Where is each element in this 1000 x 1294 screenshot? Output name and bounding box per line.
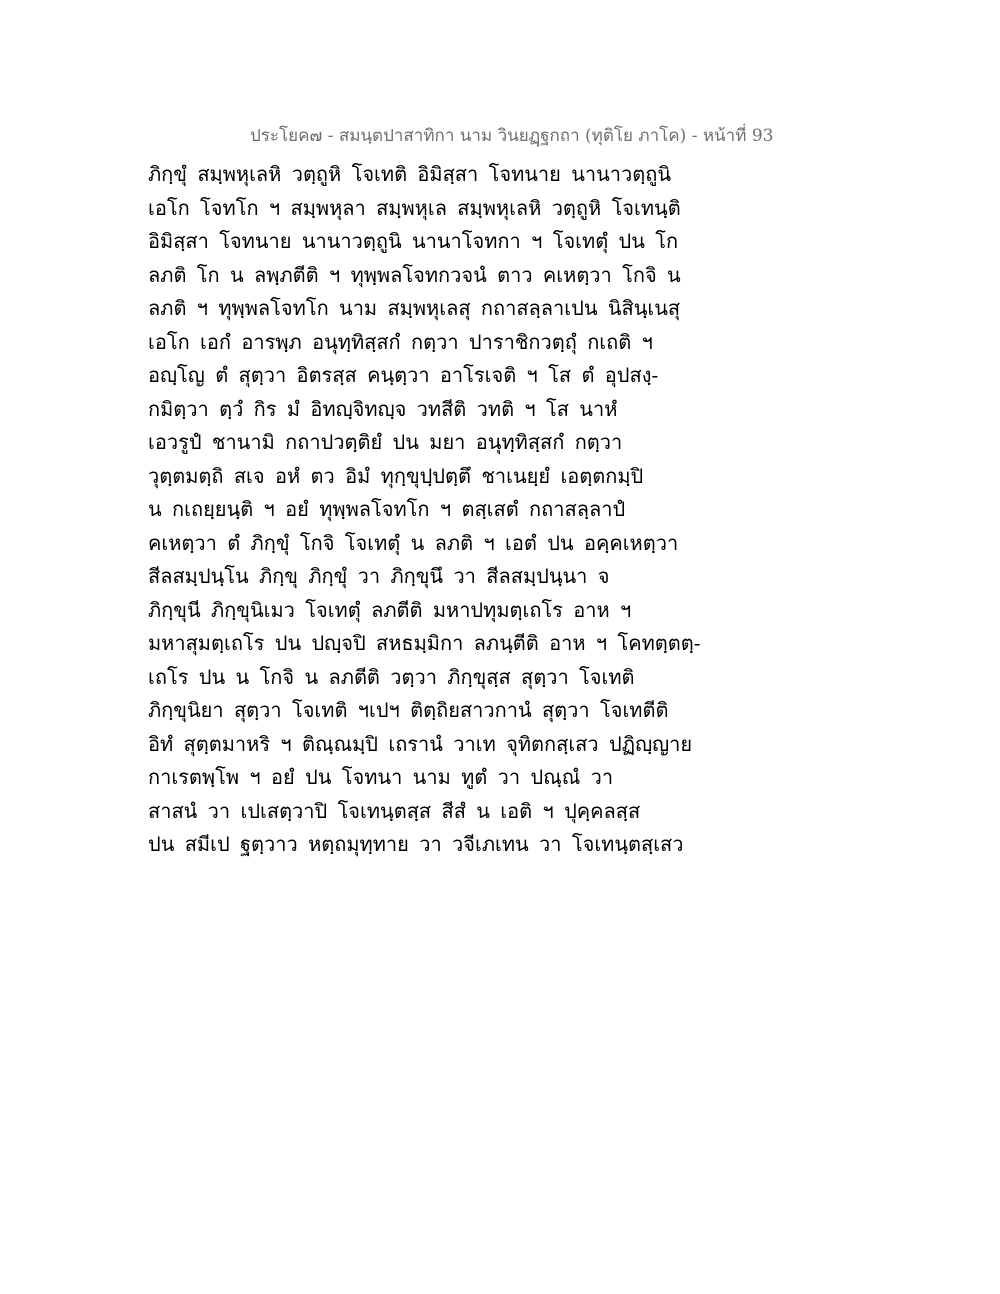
text-line: เถโร ปน น โกจิ น ลภตีติ วตฺวา ภิกฺขุสฺส สุตฺวา โจเทติ	[148, 664, 635, 689]
text-line: สีลสมฺปนฺโน ภิกฺขุ ภิกฺขุํ วา ภิกฺขุนึ วา สีลสมฺปนฺนา จ	[148, 564, 610, 588]
text-line: ลภติ โก น ลพฺภตีติ ฯ ทุพฺพลโจทกวจนํ ตาว คเหตฺวา โกจิ น	[148, 262, 681, 287]
text-line: สาสนํ วา เปเสตฺวาปิ โจเทนฺตสฺส สีสํ น เอติ ฯ ปุคฺคลสฺส	[148, 798, 641, 823]
text-line: ภิกฺขุนี ภิกฺขุนิเมว โจเทตุํ ลภตีติ มหาปทุมตฺเถโร อาห ฯ	[148, 597, 632, 622]
page-header: ประโยค๗ - สมนฺตปาสาทิกา นาม วินยฏฺฐกถา (ทุติโย ภาโค) - หน้าที่ 93	[250, 126, 774, 146]
text-line: กาเรตพฺโพ ฯ อยํ ปน โจทนา นาม ทูตํ วา ปณฺณํ วา	[148, 765, 614, 789]
text-line: เอโก โจทโก ฯ สมฺพหุลา สมฺพหุเล สมฺพหุเลหิ วตฺถูหิ โจเทนฺติ	[148, 195, 681, 220]
text-line: กมิตฺวา ตฺวํ กิร มํ อิทญฺจิทญฺจ วทสีติ วทติ ฯ โส นาหํ	[148, 396, 618, 421]
text-line: ปน สมีเป ฐตฺวาว หตฺถมุทฺทาย วา วจีเภเทน วา โจเทนฺตสฺเสว	[148, 832, 684, 856]
text-line: น กเถยฺยนฺติ ฯ อยํ ทุพฺพลโจทโก ฯ ตสฺเสตํ กถาสลฺลาปํ	[148, 497, 626, 521]
body-text	[148, 158, 708, 862]
text-line: อิมิสฺสา โจทนาย นานาวตฺถูนิ นานาโจทกา ฯ โจเทตุํ ปน โก	[148, 229, 679, 253]
text-line: เอโก เอกํ อารพฺภ อนุทฺทิสฺสกํ กตฺวา ปาราชิกวตฺถุํ กเถติ ฯ	[148, 329, 653, 354]
text-line: มหาสุมตฺเถโร ปน ปญฺจปิ สหธมฺมิกา ลภนฺตีติ อาห ฯ โคทตฺตตฺ-	[148, 631, 701, 655]
text-line: คเหตฺวา ตํ ภิกฺขุํ โกจิ โจเทตุํ น ลภติ ฯ เอตํ ปน อคฺคเหตฺวา	[148, 530, 679, 555]
text-line: ลภติ ฯ ทุพฺพลโจทโก นาม สมฺพหุเลสุ กถาสลฺลาเปน นิสินฺเนสุ	[148, 296, 681, 320]
text-line: เอวรูปํ ชานามิ กถาปวตฺติยํ ปน มยา อนุทฺทิสฺสกํ กตฺวา	[148, 430, 623, 454]
text-line: ภิกฺขุนิยา สุตฺวา โจเทติ ฯเปฯ ติตฺถิยสาวกานํ สุตฺวา โจเทตีติ	[148, 698, 669, 722]
text-line: วุตฺตมตฺถิ สเจ อหํ ตว อิมํ ทุกฺขุปฺปตฺตึ ชาเนยฺยํ เอตฺตกมฺปิ	[148, 463, 644, 488]
text-line: อิทํ สุตฺตมาหริ ฯ ติณฺณมฺปิ เถรานํ วาเท จุทิตกสฺเสว ปฏิญฺญาย	[148, 731, 693, 756]
text-line: อญฺโญ ตํ สุตฺวา อิตรสฺส คนฺตฺวา อาโรเจติ ฯ โส ตํ อุปสงฺ-	[148, 363, 659, 387]
text-line: ภิกฺขุํ สมฺพหุเลหิ วตฺถูหิ โจเทติ อิมิสฺสา โจทนาย นานาวตฺถูนิ	[148, 162, 672, 186]
